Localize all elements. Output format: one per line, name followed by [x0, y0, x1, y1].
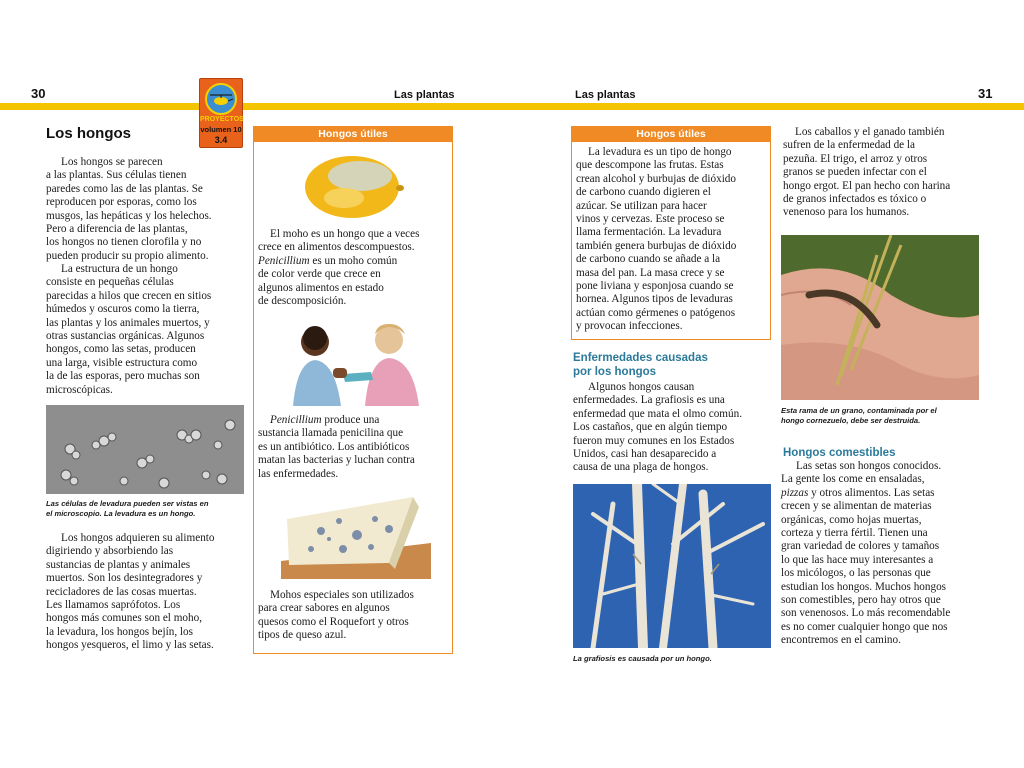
diseases-heading: Enfermedades causadas por los hongos	[573, 352, 708, 378]
tree-photo-caption: La grafiosis es causada por un hongo.	[573, 654, 712, 663]
useful-fungi-text-mold	[258, 228, 454, 308]
yeast-photo-caption: Las células de levadura pueden ser vistas en el microscopio. La levadura es un hongo.	[46, 499, 209, 518]
edible-text-b: y otros alimentos. Las setas crecen y se alimentan de materias orgánicas, como hojas muertas, corteza y tierra fértil. Tienen una gran variedad de colores y tamaños lo que las hace muy interesantes a los micólogos, o las personas que estudian los hongos. Muchos hongos son comestibles, pero hay otros que son venenosos. Lo más recomendable es no comer cualquier hongo que nos encontremos en el camino.	[781, 486, 951, 647]
useful-fungi-header-right: Hongos útiles	[572, 127, 770, 142]
vaccination-photo	[283, 316, 426, 406]
helicopter-icon	[205, 83, 237, 115]
paragraph-hongos-alimento: Los hongos adquieren su alimento digiriendo y absorbiendo las sustancias de plantas y animales muertos. Son los desintegradores y recicladores de las cosas muertas. Les llamamos saprófotos. Los hongos más comunes son el moho, la levadura, los hongos bejín, los hongos yesqueros, el limo y las setas.	[46, 532, 215, 652]
useful-fungi-text-penicillin-b: produce una sustancia llamada penicilina que es un antibiótico. Los antibióticos matan las bacterias y luchan contra las enfermedades.	[258, 414, 415, 480]
paragraph-ergot: Los caballos y el ganado también sufren de la enfermedad de la pezuña. El trigo, el arroz y otros granos se pueden infectar con el hongo ergot. El pan hecho con harina de granos infectados es tóxico o venenoso para los humanos.	[783, 126, 951, 219]
paragraph-edible-fungi	[781, 460, 989, 648]
logo-line2: volumen 10	[200, 125, 242, 134]
pizzas-term: pizzas	[781, 486, 809, 499]
useful-fungi-text-yeast: La levadura es un tipo de hongo que descompone las frutas. Estas crean alcohol y burbujas de dióxido de carbono cuando digieren el azúcar. Se utilizan para hacer vinos y cervezas. Este proceso se llama fermentación. La levadura también genera burbujas de dióxido de carbono cuando se añade a la masa del pan. La masa crece y se pone liviana y esponjosa cuando se hornea. Algunos tipos de levaduras actúan como gérmenes o patógenos y provocan infecciones.	[576, 146, 737, 333]
left-running-title: Las plantas	[394, 89, 455, 101]
right-header-bar	[512, 103, 1024, 110]
paragraph-hongos-intro: Los hongos se parecen a las plantas. Sus células tienen paredes como las de las plantas. Se reproducen por esporas, como los musgos, las hepáticas y los helechos. Pero a diferencia de las plantas, los hongos no tienen clorofila y no pueden producir su propio alimento.	[46, 156, 212, 262]
useful-fungi-text-mold-a: El moho es un hongo que a veces crece en alimentos descompuestos.	[258, 228, 420, 254]
moldy-lemon-photo	[300, 150, 404, 222]
edible-fungi-heading: Hongos comestibles	[783, 447, 896, 459]
right-page-number: 31	[978, 86, 993, 101]
logo-line3: 3.4	[214, 135, 228, 145]
penicillium-term: Penicillium	[258, 254, 310, 267]
ergot-grain-photo	[781, 235, 979, 400]
useful-fungi-text-penicillin	[258, 414, 454, 481]
useful-fungi-text-cheese: Mohos especiales son utilizados para crear sabores en algunos quesos como el Roquefort y otros tipos de queso azul.	[258, 589, 414, 642]
grain-photo-caption: Esta rama de un grano, contaminada por el hongo cornezuelo, debe ser destruida.	[781, 406, 937, 425]
left-page-number: 30	[31, 86, 46, 101]
edible-text-a: Las setas son hongos conocidos. La gente los come en ensaladas,	[781, 460, 942, 486]
useful-fungi-text-mold-b: es un moho común de color verde que crece en algunos alimentos en estado de descomposición.	[258, 254, 398, 308]
right-running-title: Las plantas	[575, 89, 636, 101]
diseases-paragraph: Algunos hongos causan enfermedades. La grafiosis es una enfermedad que mata el olmo común. Los castaños, que en algún tiempo fueron muy comunes en los Estados Unidos, casi han desaparecido a causa de una plaga de hongos.	[573, 381, 742, 474]
blue-cheese-photo	[281, 491, 431, 579]
useful-fungi-header-left: Hongos útiles	[254, 127, 452, 142]
dead-elm-tree-photo	[573, 484, 771, 648]
paragraph-hongos-estructura: La estructura de un hongo consiste en pequeñas células parecidas a hilos que crecen en sitios húmedos y oscuros como la tierra, las plantas y los animales muertos, y otras sustancias orgánicas. Algunos hongos, como las setas, producen una larga, visible estructura como la de las esporas, pero muchas son microscópicas.	[46, 263, 212, 396]
logo-line1: PROYECTOS	[200, 116, 244, 123]
yeast-microscope-photo	[46, 405, 244, 494]
penicillium-term-2: Penicillium	[270, 414, 322, 426]
section-title-los-hongos: Los hongos	[46, 125, 131, 142]
proyectos-logo	[199, 78, 243, 148]
left-header-bar	[0, 103, 512, 110]
